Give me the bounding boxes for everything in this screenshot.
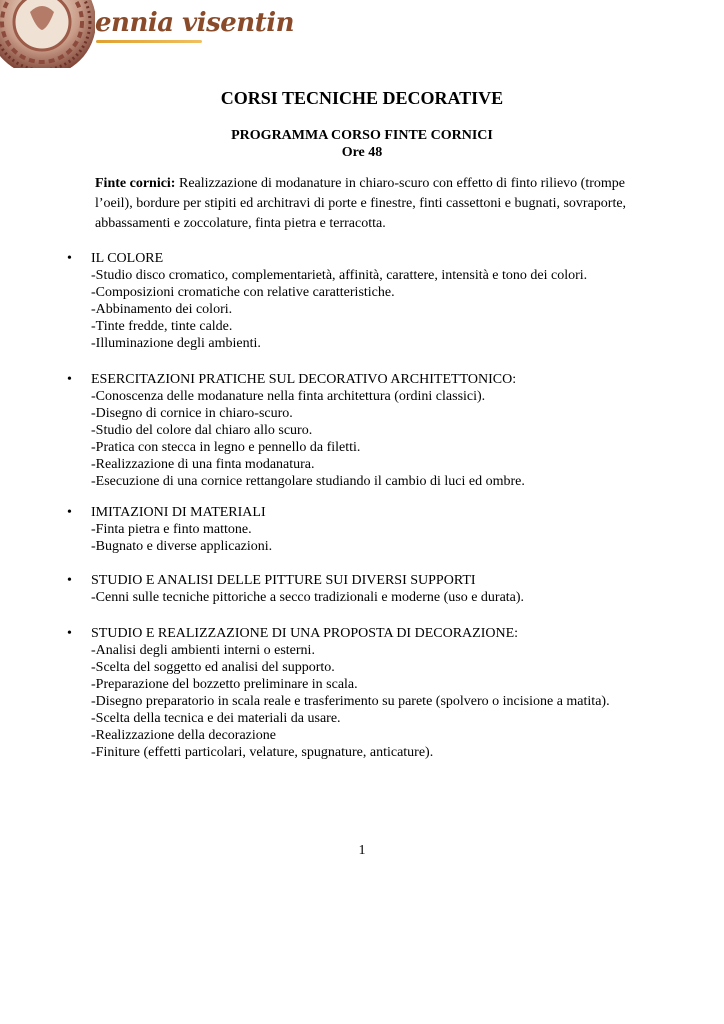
- list-item: -Esecuzione di una cornice rettangolare studiando il cambio di luci ed ombre.: [91, 474, 525, 489]
- logo-emblem-icon: [0, 0, 95, 68]
- intro-label: Finte cornici:: [95, 176, 176, 191]
- list-item: -Composizioni cromatiche con relative caratteristiche.: [91, 285, 395, 300]
- intro-line-3: abbassamenti e zoccolature, finta pietra e terracotta.: [95, 216, 386, 231]
- list-item: -Preparazione del bozzetto preliminare in scala.: [91, 677, 358, 692]
- bullet-icon: •: [67, 573, 72, 588]
- page-title: CORSI TECNICHE DECORATIVE: [220, 88, 504, 108]
- list-item: -Cenni sulle tecniche pittoriche a secco tradizionali e moderne (uso e durata).: [91, 590, 525, 605]
- section-heading: ESERCITAZIONI PRATICHE SUL DECORATIVO ARCHITETTONICO:: [91, 372, 517, 387]
- intro-line-2: l’oeil), bordure per stipiti ed architravi di porte e finestre, finti cassettoni e bugnati, sovraporte,: [95, 196, 627, 211]
- bullet-icon: •: [67, 372, 72, 387]
- page-number: 1: [358, 843, 366, 858]
- section-heading: IL COLORE: [91, 251, 164, 266]
- bullet-icon: •: [67, 251, 72, 266]
- logo-underline: [96, 40, 202, 43]
- intro-paragraph: [95, 174, 655, 234]
- bullet-icon: •: [67, 505, 72, 520]
- logo-text: ennia visentin: [95, 8, 294, 38]
- bullet-icon: •: [67, 626, 72, 641]
- section-heading: STUDIO E REALIZZAZIONE DI UNA PROPOSTA DI DECORAZIONE:: [91, 626, 519, 641]
- list-item: -Studio disco cromatico, complementarietà, affinità, carattere, intensità e tono dei colori.: [91, 268, 588, 283]
- course-hours: Ore 48: [341, 145, 383, 160]
- list-item: -Tinte fredde, tinte calde.: [91, 319, 233, 334]
- intro-line-1: Realizzazione di modanature in chiaro-scuro con effetto di finto rilievo (trompe: [175, 176, 626, 191]
- list-item: -Studio del colore dal chiaro allo scuro.: [91, 423, 313, 438]
- list-item: -Conoscenza delle modanature nella finta architettura (ordini classici).: [91, 389, 486, 404]
- list-item: -Bugnato e diverse applicazioni.: [91, 539, 273, 554]
- list-item: -Abbinamento dei colori.: [91, 302, 233, 317]
- list-item: -Analisi degli ambienti interni o esterni.: [91, 643, 315, 658]
- section-heading: IMITAZIONI DI MATERIALI: [91, 505, 266, 520]
- list-item: -Disegno di cornice in chiaro-scuro.: [91, 406, 293, 421]
- list-item: -Illuminazione degli ambienti.: [91, 336, 261, 351]
- list-item: -Scelta della tecnica e dei materiali da usare.: [91, 711, 341, 726]
- list-item: -Pratica con stecca in legno e pennello da filetti.: [91, 440, 361, 455]
- list-item: -Finta pietra e finto mattone.: [91, 522, 252, 537]
- list-item: -Scelta del soggetto ed analisi del supporto.: [91, 660, 335, 675]
- course-subtitle: PROGRAMMA CORSO FINTE CORNICI: [231, 128, 493, 143]
- list-item: -Realizzazione di una finta modanatura.: [91, 457, 315, 472]
- list-item: -Finiture (effetti particolari, velature, spugnature, anticature).: [91, 745, 434, 760]
- logo: [0, 0, 294, 68]
- list-item: -Realizzazione della decorazione: [91, 728, 276, 743]
- list-item: -Disegno preparatorio in scala reale e trasferimento su parete (spolvero o incisione a matita).: [91, 694, 610, 709]
- section-heading: STUDIO E ANALISI DELLE PITTURE SUI DIVERSI SUPPORTI: [91, 573, 476, 588]
